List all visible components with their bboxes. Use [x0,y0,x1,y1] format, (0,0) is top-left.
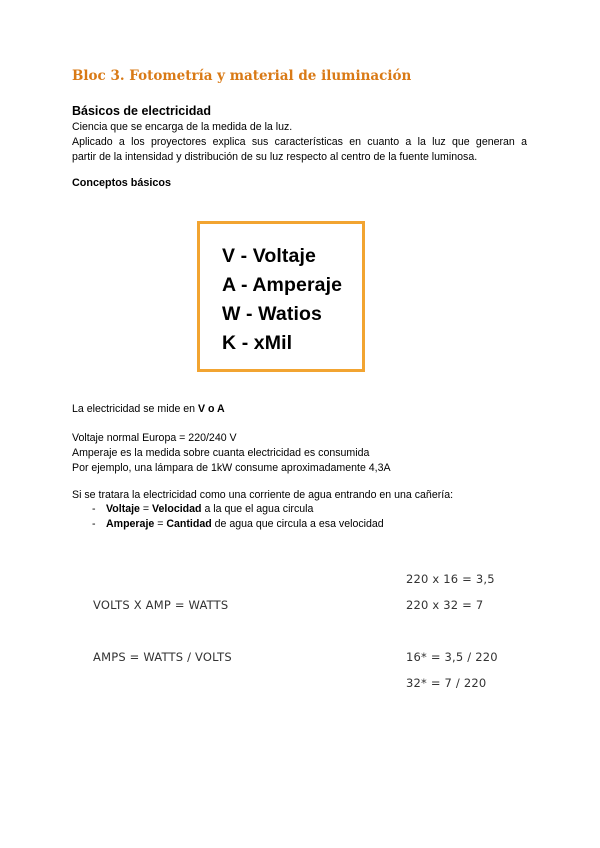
measure-prefix: La electricidad se mide en [72,403,199,415]
term-amperaje: Amperaje [106,518,155,530]
intro-line-1: Ciencia que se encarga de la medida de la luz. [72,121,293,133]
formula-amps: AMPS = WATTS / VOLTS [93,650,232,664]
concept-xmil: K - xMil [222,332,293,354]
formula-watts: VOLTS X AMP = WATTS [93,598,229,612]
term-velocidad: Velocidad [152,503,202,515]
term-cantidad: Cantidad [166,518,212,530]
term-voltaje: Voltaje [106,503,140,515]
concept-amperaje: A - Amperaje [222,274,343,296]
intro-paragraph [72,120,527,165]
concept-voltaje: V - Voltaje [222,245,316,267]
list-item: - Voltaje = Velocidad a la que el agua circula [72,502,384,517]
list-dash: - [92,503,96,515]
note-voltaje: Voltaje normal Europa = 220/240 V [72,432,237,444]
note-amperaje: Amperaje es la medida sobre cuanta electricidad es consumida [72,447,370,459]
list-dash: - [92,518,96,530]
measure-units: V o A [198,403,225,415]
measure-line [72,402,225,417]
subtitle: Conceptos básicos [72,177,171,189]
concept-watios: W - Watios [222,303,322,325]
calc-1: 220 x 16 = 3,5 [406,572,495,586]
calc-4: 32* = 7 / 220 [406,676,487,690]
intro-line-3: partir de la intensidad y distribución de su luz respecto al centro de la fuente luminosa. [72,151,478,163]
concept-box [197,221,365,372]
analogy-list [72,502,384,532]
calc-3: 16* = 3,5 / 220 [406,650,498,664]
note-ejemplo: Por ejemplo, una lámpara de 1kW consume aproximadamente 4,3A [72,462,391,474]
calc-2: 220 x 32 = 7 [406,598,484,612]
analogy-intro: Si se tratara la electricidad como una corriente de agua entrando en una cañería: [72,489,454,501]
intro-line-2: Aplicado a los proyectores explica sus características en cuanto a la luz que generan a [72,136,527,148]
section-title: Básicos de electricidad [72,104,211,118]
notes-block [72,431,391,476]
list-item: - Amperaje = Cantidad de agua que circula a esa velocidad [72,517,384,532]
bloc-title: Bloc 3. Fotometría y material de iluminación [72,68,412,84]
